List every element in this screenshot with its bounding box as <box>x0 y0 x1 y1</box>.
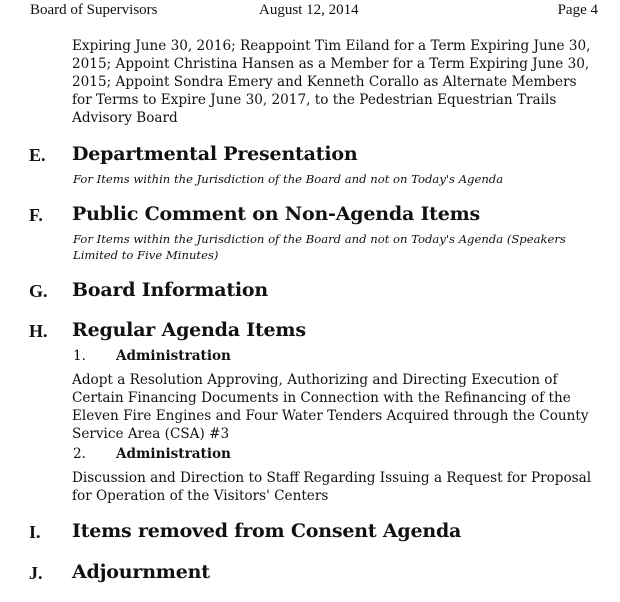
section-e-note: For Items within the Jurisdiction of the Board and not on Today's Agenda <box>73 172 504 186</box>
section-i-title: Items removed from Consent Agenda <box>72 520 462 542</box>
section-h-title: Regular Agenda Items <box>72 319 306 341</box>
section-f-title: Public Comment on Non-Agenda Items <box>72 203 481 225</box>
continuation-paragraph: Expiring June 30, 2016; Reappoint Tim Eiland for a Term Expiring June 30, 2015; Appoint Christina Hansen as a Member for a Term Expiring June 30, 2015; Appoint Sondra Emery and Kenneth Corallo as Alternate Members for Terms to Expire June 30, 2017, to the Pedestrian Equestrian Trails Advisory Board <box>72 38 591 126</box>
section-f-letter: F. <box>29 205 43 225</box>
section-e-title: Departmental Presentation <box>72 143 358 165</box>
item-2-title: Administration <box>116 446 231 462</box>
item-2-text: Discussion and Direction to Staff Regarding Issuing a Request for Proposal for Operation of the Visitors' Centers <box>72 470 592 504</box>
item-1-number: 1. <box>73 348 86 364</box>
section-h-letter: H. <box>29 321 48 341</box>
section-e-letter: E. <box>29 145 46 165</box>
header-page-number: Page 4 <box>557 2 598 18</box>
header-board-name: Board of Supervisors <box>30 2 158 18</box>
item-1-text: Adopt a Resolution Approving, Authorizing and Directing Execution of Certain Financing Documents in Connection with the Refinancing of the Eleven Fire Engines and Four Water Tenders Acquired through the County Service Area (CSA) #3 <box>72 372 589 442</box>
section-j-title: Adjournment <box>72 561 210 583</box>
header-date: August 12, 2014 <box>259 2 359 18</box>
section-g-letter: G. <box>29 281 48 301</box>
section-i-letter: I. <box>29 522 41 542</box>
section-g-title: Board Information <box>72 279 269 301</box>
item-2-number: 2. <box>73 446 86 462</box>
section-j-letter: J. <box>29 563 43 583</box>
item-1-title: Administration <box>116 348 231 364</box>
section-f-note: For Items within the Jurisdiction of the Board and not on Today's Agenda (Speakers Limited to Five Minutes) <box>73 232 566 262</box>
